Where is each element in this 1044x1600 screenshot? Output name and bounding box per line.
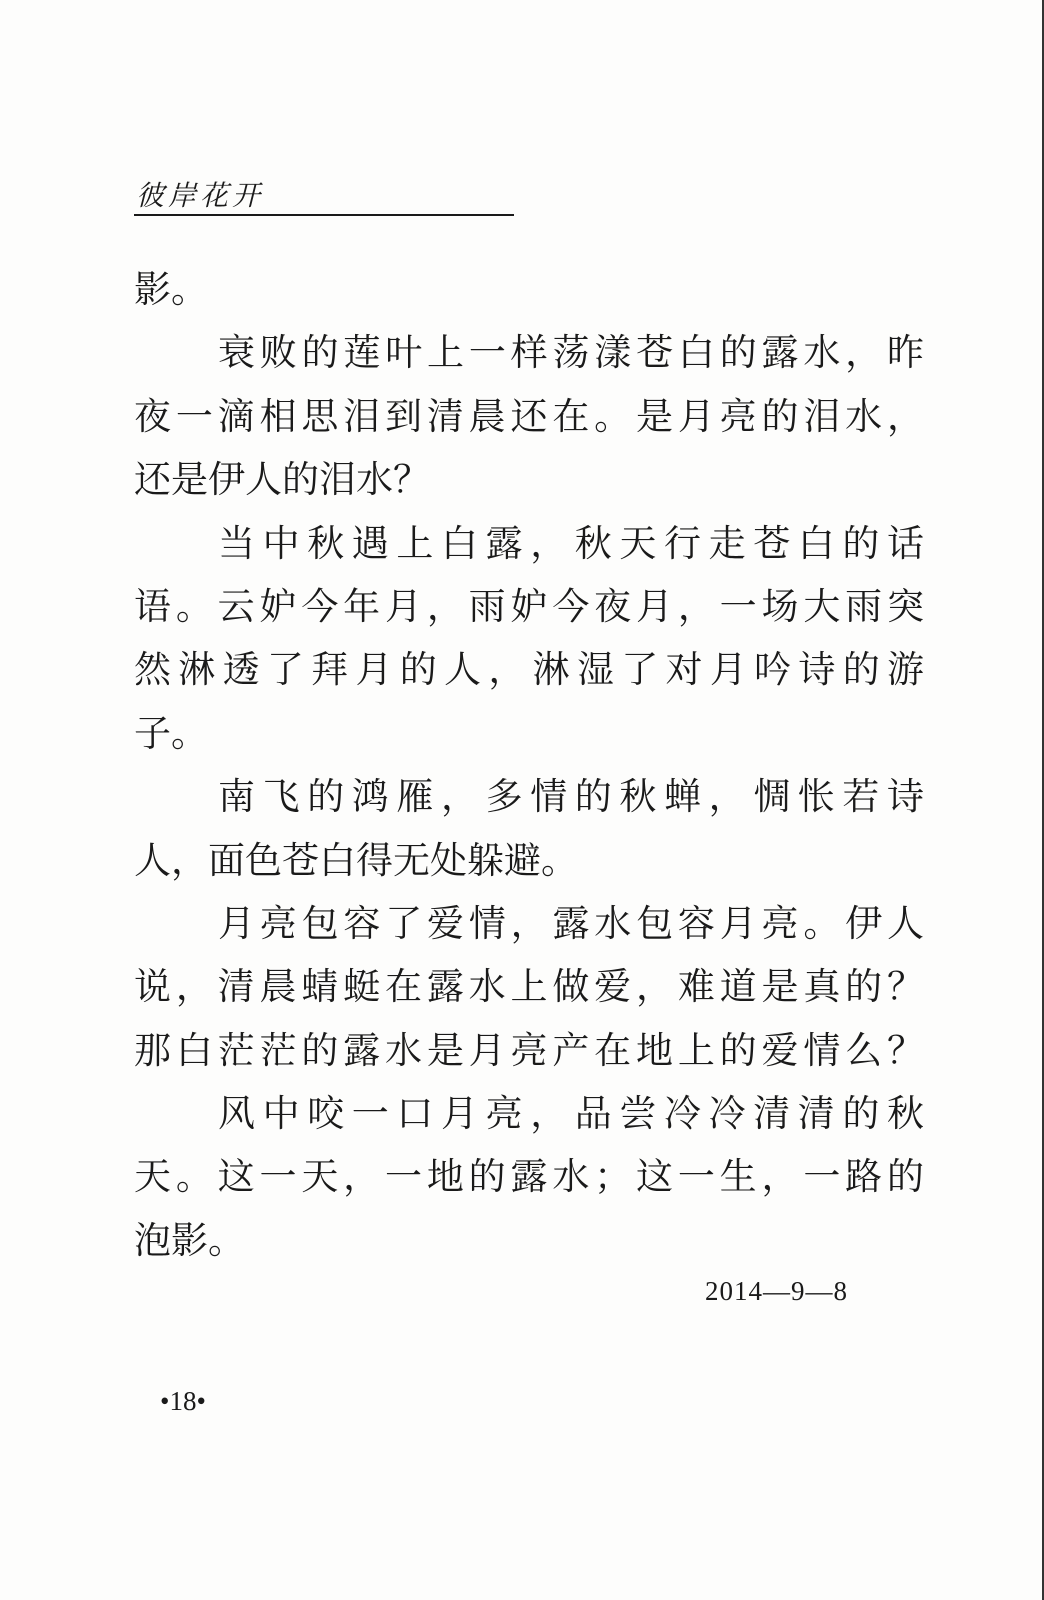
date-stamp: 2014—9—8 — [705, 1276, 848, 1306]
text-line: 还是伊人的泪水？ — [134, 458, 430, 502]
text-line: 说，清晨蜻蜓在露水上做爱，难道是真的？ — [134, 965, 924, 1009]
text-line: 夜一滴相思泪到清晨还在。是月亮的泪水， — [134, 394, 924, 438]
text-line: 语。云妒今年月，雨妒今夜月，一场大雨突 — [134, 584, 924, 628]
text-line: 那白茫茫的露水是月亮产在地上的爱情么？ — [134, 1028, 924, 1072]
text-line: 南飞的鸿雁，多情的秋蝉，惆怅若诗 — [218, 775, 924, 819]
body-text — [134, 258, 924, 1272]
text-line: 然淋透了拜月的人，淋湿了对月吟诗的游 — [134, 648, 924, 692]
page-number: •18• — [160, 1386, 206, 1416]
running-header — [134, 172, 514, 216]
text-line: 人，面色苍白得无处躲避。 — [134, 838, 578, 882]
text-line: 泡影。 — [134, 1218, 245, 1262]
text-line: 影。 — [134, 268, 208, 311]
running-header-title: 彼岸花开 — [136, 179, 265, 212]
text-line: 当中秋遇上白露，秋天行走苍白的话 — [218, 521, 924, 565]
text-line: 风中咬一口月亮，品尝冷冷清清的秋 — [218, 1092, 924, 1136]
text-line: 天。这一天，一地的露水；这一生，一路的 — [134, 1155, 924, 1199]
text-line: 衰败的莲叶上一样荡漾苍白的露水，昨 — [218, 331, 924, 375]
text-line: 月亮包容了爱情，露水包容月亮。伊人 — [218, 901, 924, 945]
text-line: 子。 — [134, 711, 208, 755]
